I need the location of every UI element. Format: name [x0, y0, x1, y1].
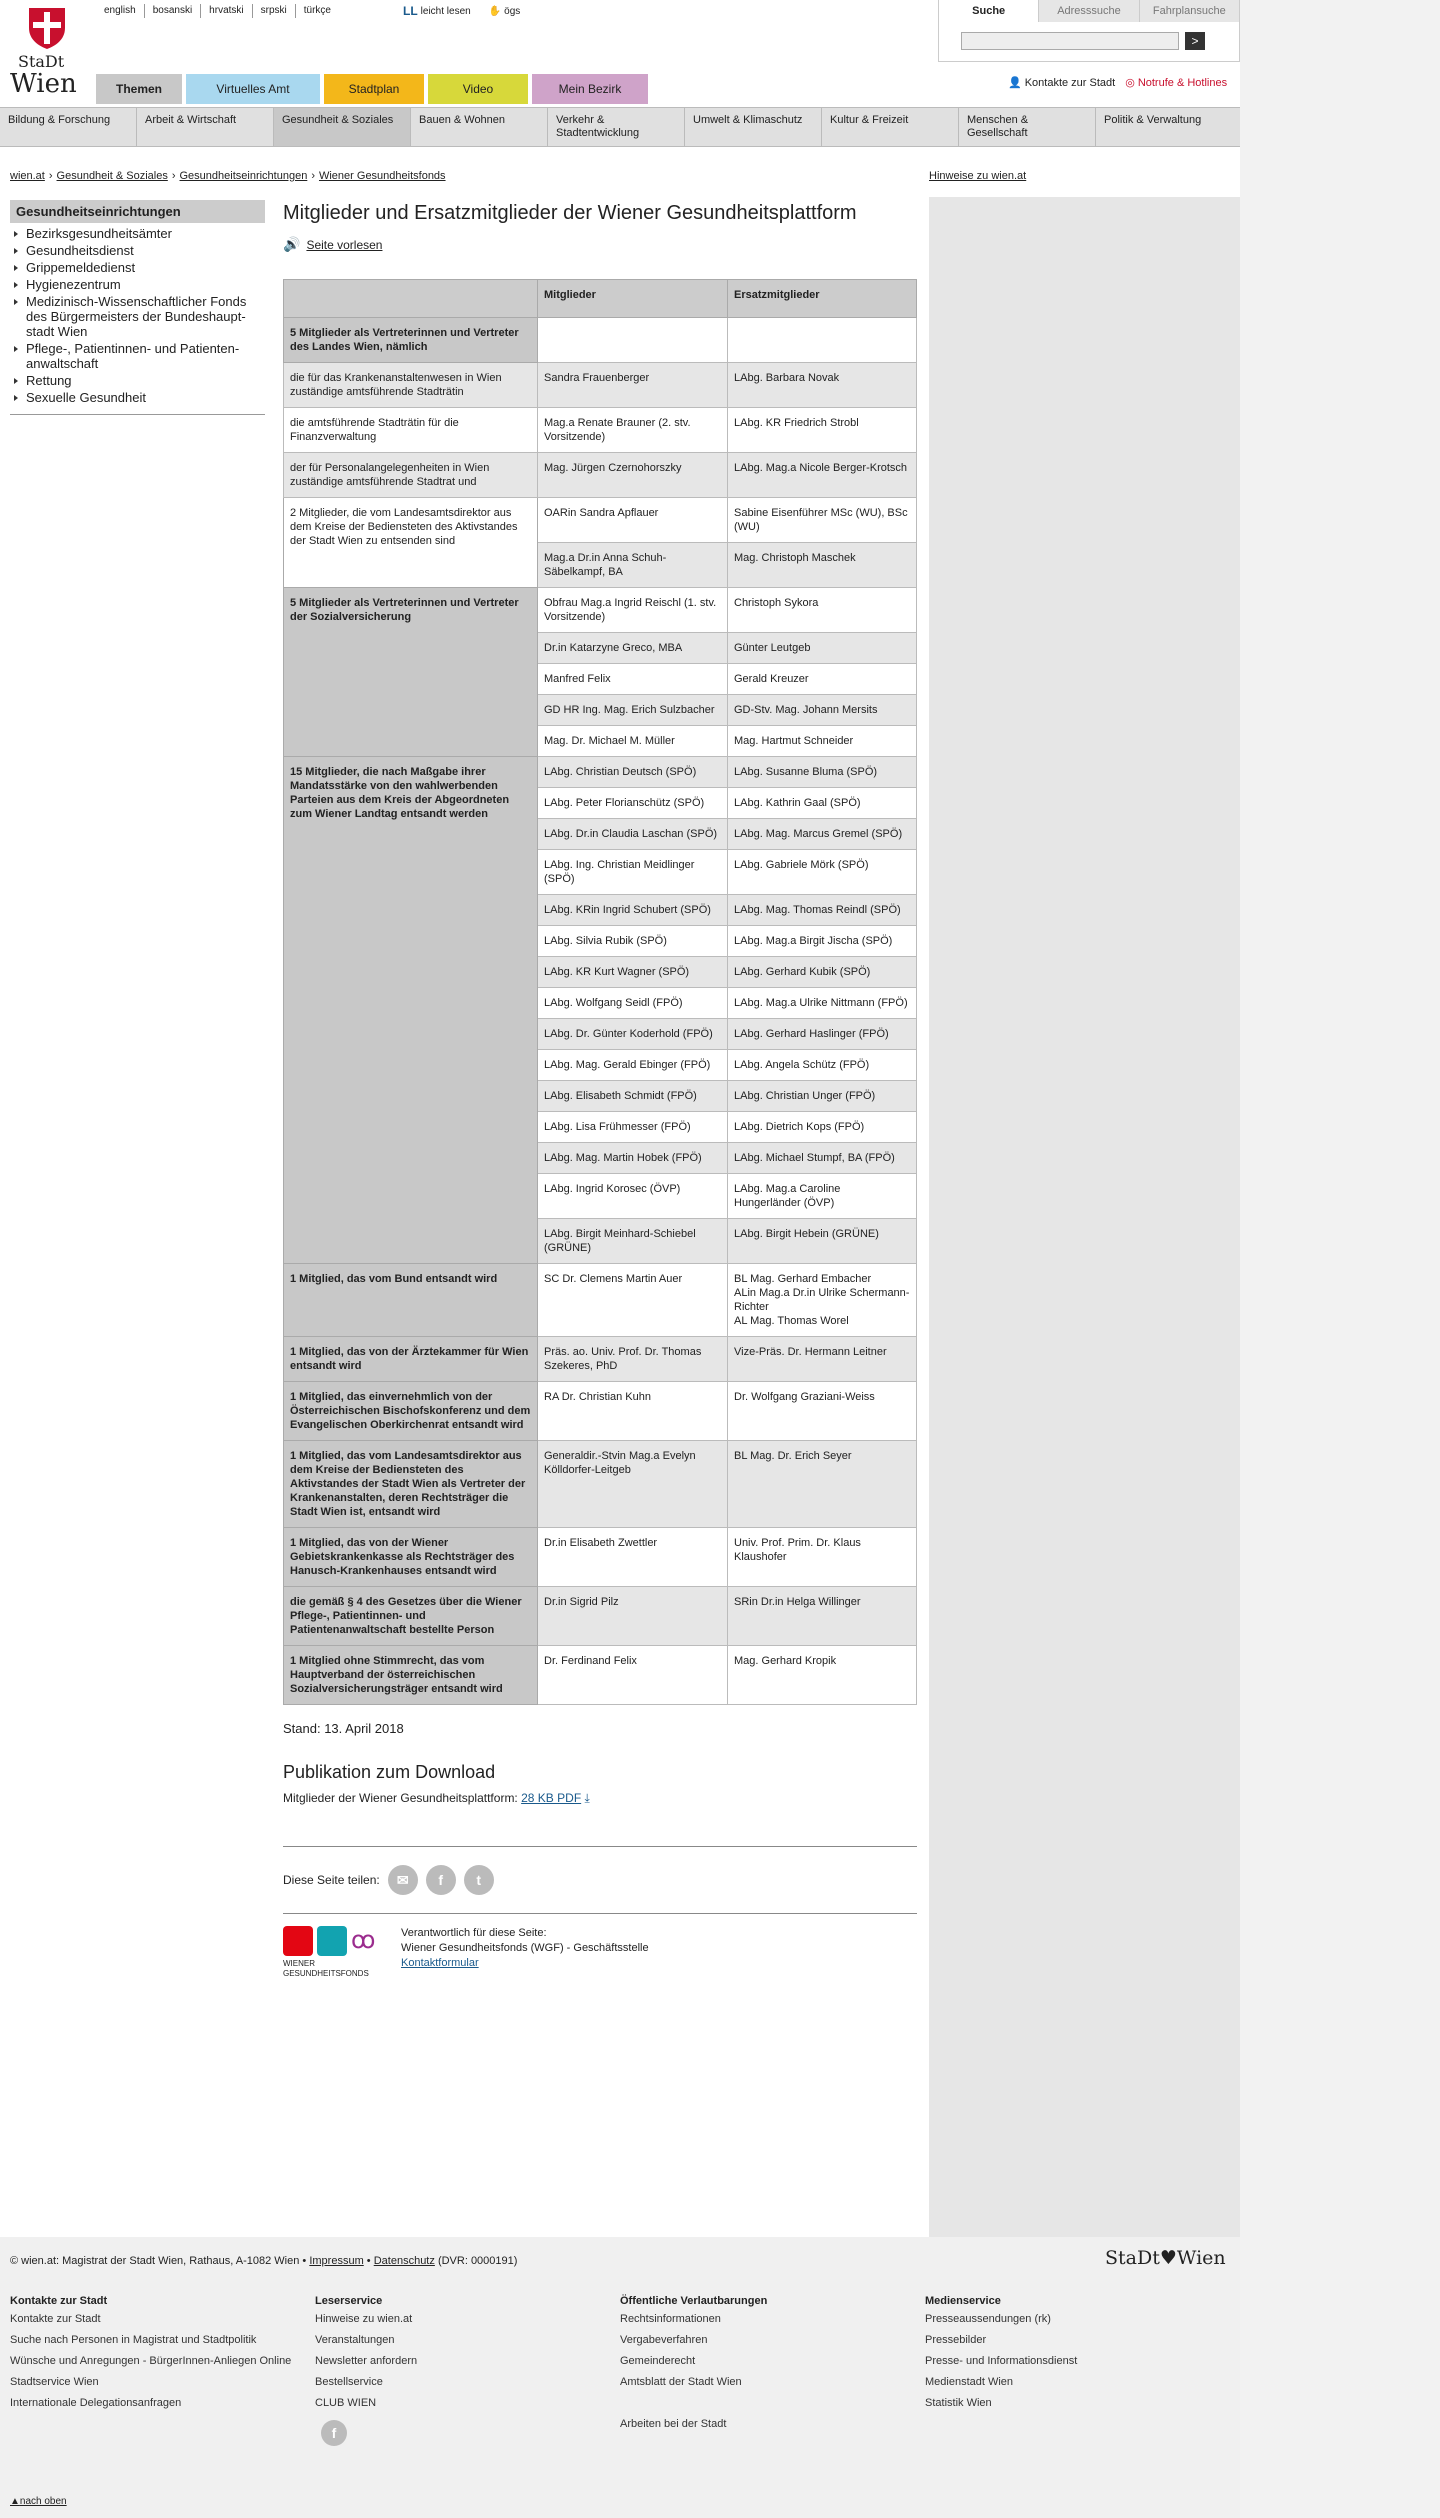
table-row	[284, 1587, 917, 1646]
substitute-cell: Mag. Gerhard Kropik	[728, 1646, 917, 1705]
substitute-cell: LAbg. Angela Schütz (FPÖ)	[728, 1050, 917, 1081]
substitute-cell: Mag. Hartmut Schneider	[728, 726, 917, 757]
footer-separator: •	[366, 2255, 371, 2267]
substitute-cell	[728, 318, 917, 363]
wgf-logo	[283, 1926, 387, 1979]
substitute-cell: LAbg. Birgit Hebein (GRÜNE)	[728, 1219, 917, 1264]
responsible-org: Wiener Gesundheitsfonds (WGF) - Geschäftsstelle	[401, 1942, 649, 1954]
substitute-cell: GD-Stv. Mag. Johann Mersits	[728, 695, 917, 726]
member-cell: Generaldir.-Stvin Mag.a Evelyn Kölldorfer-Leitgeb	[538, 1441, 728, 1528]
group-label-cell: 1 Mitglied, das einvernehmlich von der Österreichischen Bischofskonferenz und dem Evangelischen Oberkirchenrat entsandt wird	[284, 1382, 538, 1441]
member-cell: LAbg. KR Kurt Wagner (SPÖ)	[538, 957, 728, 988]
member-cell: LAbg. Ingrid Korosec (ÖVP)	[538, 1174, 728, 1219]
member-cell: LAbg. Birgit Meinhard-Schiebel (GRÜNE)	[538, 1219, 728, 1264]
nach-oben-label: nach oben	[19, 2496, 67, 2507]
responsible-title: Verantwortlich für diese Seite:	[401, 1927, 547, 1939]
category-bar	[0, 107, 1240, 147]
lang-english[interactable]: english	[96, 4, 145, 18]
footer-link[interactable]: Medienstadt Wien	[925, 2376, 1014, 2388]
substitute-cell: LAbg. Kathrin Gaal (SPÖ)	[728, 788, 917, 819]
search-tabs	[939, 0, 1239, 22]
member-cell: Mag. Dr. Michael M. Müller	[538, 726, 728, 757]
cat-bildung[interactable]: Bildung & Forschung	[0, 108, 137, 146]
group-label-cell: der für Personalangelegenheiten in Wien zuständige amtsführende Stadtrat und	[284, 453, 538, 498]
substitute-cell: BL Mag. Dr. Erich Seyer	[728, 1441, 917, 1528]
footer-logo[interactable]: StaDt♥Wien	[1105, 2247, 1226, 2269]
crumb-sep-icon: ›	[48, 170, 53, 182]
member-cell: Dr.in Katarzyne Greco, MBA	[538, 633, 728, 664]
tab-themen[interactable]: Themen	[96, 74, 182, 104]
footer-link[interactable]: Rechtsinformationen	[620, 2313, 721, 2325]
wien-shield-icon	[27, 6, 67, 50]
substitute-cell: Gerald Kreuzer	[728, 664, 917, 695]
substitute-cell: LAbg. Gerhard Haslinger (FPÖ)	[728, 1019, 917, 1050]
group-label-cell: 1 Mitglied ohne Stimmrecht, das vom Hauptverband der österreichischen Sozialversicherungsträger entsandt wird	[284, 1646, 538, 1705]
table-row	[284, 363, 917, 408]
cat-politik[interactable]: Politik & Verwaltung	[1104, 114, 1202, 126]
nach-oben-link[interactable]	[10, 2496, 67, 2507]
footer-col-title: Kontakte zur Stadt	[10, 2295, 108, 2307]
crumb-sep-icon: ›	[171, 170, 176, 182]
member-cell: LAbg. Lisa Frühmesser (FPÖ)	[538, 1112, 728, 1143]
sidebar-item[interactable]: Rettung	[10, 372, 265, 389]
members-table	[283, 279, 917, 1705]
crumb-einrichtungen[interactable]: Gesundheitseinrichtungen	[179, 170, 308, 182]
substitute-cell: LAbg. Mag.a Caroline Hungerländer (ÖVP)	[728, 1174, 917, 1219]
header-ersatzmitglieder: Ersatzmitglieder	[728, 280, 917, 318]
sidebar-list	[10, 223, 265, 415]
crumb-wien[interactable]: wien.at	[10, 170, 45, 182]
substitute-cell: Mag. Christoph Maschek	[728, 543, 917, 588]
cat-kultur[interactable]: Kultur & Freizeit	[822, 108, 959, 146]
crumb-gesundheitsfonds[interactable]: Wiener Gesundheitsfonds	[318, 170, 446, 182]
member-cell: LAbg. KRin Ingrid Schubert (SPÖ)	[538, 895, 728, 926]
footer-link[interactable]: Vergabeverfahren	[620, 2334, 708, 2346]
wgf-red-square-icon	[283, 1926, 313, 1956]
member-cell: Obfrau Mag.a Ingrid Reischl (1. stv. Vorsitzende)	[538, 588, 728, 633]
group-label-cell: die gemäß § 4 des Gesetzes über die Wiener Pflege-, Patientinnen- und Patientenanwaltschaft bestellte Person	[284, 1587, 538, 1646]
sidebar-item[interactable]: Grippemeldedienst	[10, 259, 265, 276]
contact-label: Kontakte zur Stadt	[1024, 76, 1116, 89]
publication-label: Mitglieder der Wiener Gesundheitsplattform:	[283, 1791, 518, 1805]
responsible-text	[401, 1926, 649, 1979]
main-content	[283, 200, 917, 1979]
lang-srpski[interactable]: srpski	[253, 4, 296, 18]
footer-dvr: (DVR: 0000191)	[437, 2255, 518, 2267]
site-header	[0, 0, 1240, 148]
footer-facebook-icon[interactable]: f	[321, 2420, 347, 2446]
footer-link[interactable]: CLUB WIEN	[315, 2397, 377, 2409]
wgf-logo-text: WIENER GESUNDHEITSFONDS	[283, 1959, 369, 1978]
table-row	[284, 408, 917, 453]
publication	[283, 1762, 917, 1806]
group-label-cell: 1 Mitglied, das von der Ärztekammer für Wien entsandt wird	[284, 1337, 538, 1382]
substitute-cell: LAbg. Mag.a Birgit Jischa (SPÖ)	[728, 926, 917, 957]
sidebar	[10, 200, 265, 415]
cat-bauen[interactable]: Bauen & Wohnen	[411, 108, 548, 146]
oegs-label: ögs	[504, 5, 521, 17]
table-row	[284, 1441, 917, 1528]
cat-arbeit[interactable]: Arbeit & Wirtschaft	[137, 108, 274, 146]
group-label-cell: 5 Mitglieder als Vertreterinnen und Vertreter des Landes Wien, nämlich	[284, 318, 538, 363]
group-label-cell: 2 Mitglieder, die vom Landesamtsdirektor aus dem Kreise der Bediensteten des Aktivstandes der Stadt Wien zu entsenden sind	[284, 498, 538, 588]
group-label-cell: die amtsführende Stadträtin für die Finanzverwaltung	[284, 408, 538, 453]
member-cell: SC Dr. Clemens Martin Auer	[538, 1264, 728, 1337]
footer-col-title: Öffentliche Verlautbarungen	[620, 2295, 768, 2307]
substitute-cell: LAbg. Mag. Marcus Gremel (SPÖ)	[728, 819, 917, 850]
substitute-cell: LAbg. Michael Stumpf, BA (FPÖ)	[728, 1143, 917, 1174]
substitute-cell: Sabine Eisenführer MSc (WU), BSc (WU)	[728, 498, 917, 543]
stadt-wien-logo[interactable]	[10, 6, 90, 104]
sidebar-title[interactable]: Gesundheitseinrichtungen	[10, 200, 265, 223]
download-icon: ⤓	[584, 1791, 590, 1805]
lifebuoy-icon: ◎	[1125, 77, 1135, 89]
member-cell: Dr. Ferdinand Felix	[538, 1646, 728, 1705]
contact-links	[1008, 76, 1227, 89]
table-row	[284, 588, 917, 633]
search-submit-button[interactable]: >	[1185, 32, 1205, 50]
ll-icon: LL	[403, 4, 418, 18]
header-empty	[284, 280, 538, 318]
table-row	[284, 757, 917, 788]
stand-date: Stand: 13. April 2018	[283, 1721, 404, 1736]
vorlesen-label: Seite vorlesen	[306, 237, 383, 252]
vorlesen-link[interactable]	[283, 236, 917, 253]
footer-col-leserservice	[315, 2294, 620, 2453]
tab-fahrplansuche[interactable]: Fahrplansuche	[1139, 0, 1239, 22]
table-header-row	[284, 280, 917, 318]
footer-link[interactable]: Arbeiten bei der Stadt	[620, 2418, 727, 2430]
member-cell: Sandra Frauenberger	[538, 363, 728, 408]
footer-legal	[10, 2255, 517, 2267]
group-label-cell: 1 Mitglied, das vom Bund entsandt wird	[284, 1264, 538, 1337]
substitute-cell: LAbg. Barbara Novak	[728, 363, 917, 408]
member-cell: LAbg. Peter Florianschütz (SPÖ)	[538, 788, 728, 819]
substitute-cell: BL Mag. Gerhard Embacher ALin Mag.a Dr.in Ulrike Schermann-Richter AL Mag. Thomas Worel	[728, 1264, 917, 1337]
contact-link[interactable]	[1008, 76, 1115, 89]
datenschutz-link[interactable]: Datenschutz	[373, 2255, 435, 2267]
member-cell: LAbg. Silvia Rubik (SPÖ)	[538, 926, 728, 957]
crumb-gesundheit[interactable]: Gesundheit & Soziales	[56, 170, 168, 182]
member-cell: LAbg. Wolfgang Seidl (FPÖ)	[538, 988, 728, 1019]
substitute-cell: Günter Leutgeb	[728, 633, 917, 664]
page-title: Mitglieder und Ersatzmitglieder der Wiener Gesundheitsplattform	[283, 202, 857, 224]
footer-col-medienservice	[925, 2294, 1230, 2453]
crumb-sep-icon: ›	[311, 170, 315, 182]
group-label-cell: 15 Mitglieder, die nach Maßgabe ihrer Mandatsstärke von den wahlwerbenden Parteien aus dem Kreis der Abgeordneten zum Wiener Landtag entsandt werden	[284, 757, 538, 1264]
publication-title: Publikation zum Download	[283, 1762, 496, 1782]
tab-adresssuche[interactable]: Adresssuche	[1038, 0, 1138, 22]
kontaktformular-link[interactable]: Kontaktformular	[401, 1957, 479, 1969]
sidebar-item[interactable]: Hygienezentrum	[10, 276, 265, 293]
substitute-cell: LAbg. Mag. Thomas Reindl (SPÖ)	[728, 895, 917, 926]
member-cell: Mag.a Dr.in Anna Schuh-Säbelkampf, BA	[538, 543, 728, 588]
mail-icon[interactable]: ✉	[388, 1865, 418, 1895]
footer-spacer	[620, 2396, 925, 2410]
member-cell: LAbg. Elisabeth Schmidt (FPÖ)	[538, 1081, 728, 1112]
footer-link[interactable]: Gemeinderecht	[620, 2355, 696, 2367]
breadcrumb	[10, 170, 446, 182]
substitute-cell: Dr. Wolfgang Graziani-Weiss	[728, 1382, 917, 1441]
speaker-icon: 🔊	[283, 236, 301, 252]
substitute-cell: LAbg. Dietrich Kops (FPÖ)	[728, 1112, 917, 1143]
footer-link[interactable]: Hinweise zu wien.at	[315, 2313, 413, 2325]
member-cell: LAbg. Mag. Martin Hobek (FPÖ)	[538, 1143, 728, 1174]
table-row	[284, 1264, 917, 1337]
group-label-cell: 1 Mitglied, das vom Landesamtsdirektor aus dem Kreise der Bediensteten des Aktivstandes der Stadt Wien als Vertreter der Krankenanstalten, deren Rechtsträger die Stadt Wien ist, entsandt wird	[284, 1441, 538, 1528]
footer-link[interactable]: Presse- und Informationsdienst	[925, 2355, 1078, 2367]
share-bar	[283, 1846, 917, 1895]
tab-stadtplan[interactable]: Stadtplan	[324, 74, 424, 104]
substitute-cell: LAbg. Susanne Bluma (SPÖ)	[728, 757, 917, 788]
member-cell: OARin Sandra Apflauer	[538, 498, 728, 543]
lang-bosanski[interactable]: bosanski	[145, 4, 201, 18]
wgf-figure-icon: ꝏ	[351, 1927, 376, 1954]
group-label-cell: 5 Mitglieder als Vertreterinnen und Vertreter der Sozialversicherung	[284, 588, 538, 757]
footer-link[interactable]: Statistik Wien	[925, 2397, 992, 2409]
responsible-box	[283, 1913, 917, 1979]
impressum-link[interactable]: Impressum	[309, 2255, 364, 2267]
search-input[interactable]	[961, 32, 1179, 50]
substitute-cell: Christoph Sykora	[728, 588, 917, 633]
footer-col-kontakte	[10, 2294, 315, 2453]
header-mitglieder: Mitglieder	[538, 280, 728, 318]
member-cell: Mag. Jürgen Czernohorszky	[538, 453, 728, 498]
substitute-cell: Univ. Prof. Prim. Dr. Klaus Klaushofer	[728, 1528, 917, 1587]
leicht-lesen-link[interactable]	[403, 4, 471, 18]
tab-video[interactable]: Video	[428, 74, 528, 104]
table-row	[284, 498, 917, 543]
accessibility-links	[403, 4, 520, 18]
group-label-cell: die für das Krankenanstaltenwesen in Wien zuständige amtsführende Stadträtin	[284, 363, 538, 408]
cat-verkehr[interactable]: Verkehr & Stadtentwicklung	[548, 108, 685, 146]
member-cell: GD HR Ing. Mag. Erich Sulzbacher	[538, 695, 728, 726]
table-row	[284, 318, 917, 363]
lang-turkce[interactable]: türkçe	[303, 5, 331, 16]
footer-col-title: Leserservice	[315, 2295, 383, 2307]
hand-icon: ✋	[488, 5, 502, 17]
main-tabs	[96, 74, 648, 104]
member-cell: RA Dr. Christian Kuhn	[538, 1382, 728, 1441]
search-box	[938, 0, 1240, 62]
footer-link[interactable]: Stadtservice Wien	[10, 2376, 99, 2388]
footer-link[interactable]: Presseaussendungen (rk)	[925, 2313, 1051, 2325]
table-row	[284, 1382, 917, 1441]
footer-copyright: © wien.at: Magistrat der Stadt Wien, Rathaus, A-1082 Wien •	[10, 2255, 307, 2267]
tab-virtuelles-amt[interactable]: Virtuelles Amt	[186, 74, 320, 104]
oegs-link[interactable]	[489, 4, 521, 18]
substitute-cell: LAbg. Mag.a Ulrike Nittmann (FPÖ)	[728, 988, 917, 1019]
footer-link[interactable]: Internationale Delegationsanfragen	[10, 2397, 182, 2409]
substitute-cell: LAbg. Gabriele Mörk (SPÖ)	[728, 850, 917, 895]
emergency-link[interactable]	[1125, 76, 1227, 89]
member-cell: LAbg. Mag. Gerald Ebinger (FPÖ)	[538, 1050, 728, 1081]
cat-menschen[interactable]: Menschen & Gesellschaft	[959, 108, 1096, 146]
sidebar-item[interactable]: Gesundheitsdienst	[10, 242, 265, 259]
footer-link[interactable]: Newsletter anfordern	[315, 2355, 418, 2367]
person-icon: 👤	[1008, 77, 1022, 89]
member-cell: LAbg. Christian Deutsch (SPÖ)	[538, 757, 728, 788]
member-cell: Manfred Felix	[538, 664, 728, 695]
right-column	[929, 197, 1240, 2237]
twitter-icon[interactable]: t	[464, 1865, 494, 1895]
table-row	[284, 1337, 917, 1382]
footer-col-title: Medienservice	[925, 2295, 1001, 2307]
footer-link[interactable]: Amtsblatt der Stadt Wien	[620, 2376, 742, 2388]
footer-columns	[10, 2294, 1230, 2453]
tab-suche[interactable]: Suche	[939, 0, 1038, 22]
footer-col-verlautbarungen	[620, 2294, 925, 2453]
member-cell: LAbg. Ing. Christian Meidlinger (SPÖ)	[538, 850, 728, 895]
sidebar-item[interactable]: Bezirksgesundheitsämter	[10, 225, 265, 242]
substitute-cell: LAbg. Mag.a Nicole Berger-Krotsch	[728, 453, 917, 498]
share-label: Diese Seite teilen:	[283, 1873, 380, 1887]
substitute-cell: SRin Dr.in Helga Willinger	[728, 1587, 917, 1646]
member-cell	[538, 318, 728, 363]
facebook-icon[interactable]: f	[426, 1865, 456, 1895]
sidebar-item[interactable]: Pflege-, Patientinnen- und Patienten-anwaltschaft	[10, 340, 265, 372]
language-links	[96, 4, 339, 18]
leicht-lesen-label: leicht lesen	[420, 5, 471, 17]
footer-link[interactable]: Bestellservice	[315, 2376, 383, 2388]
publication-text	[283, 1791, 917, 1806]
table-row	[284, 1528, 917, 1587]
wgf-teal-square-icon	[317, 1926, 347, 1956]
footer-link[interactable]: Wünsche und Anregungen - BürgerInnen-Anliegen Online	[10, 2355, 292, 2367]
member-cell: Präs. ao. Univ. Prof. Dr. Thomas Szekeres, PhD	[538, 1337, 728, 1382]
footer-link[interactable]: Suche nach Personen in Magistrat und Stadtpolitik	[10, 2334, 257, 2346]
hinweise-link[interactable]: Hinweise zu wien.at	[929, 170, 1027, 182]
cat-umwelt[interactable]: Umwelt & Klimaschutz	[685, 108, 822, 146]
member-cell: LAbg. Dr. Günter Koderhold (FPÖ)	[538, 1019, 728, 1050]
member-cell: Dr.in Elisabeth Zwettler	[538, 1528, 728, 1587]
table-row	[284, 453, 917, 498]
pdf-download-link[interactable]: 28 KB PDF	[521, 1791, 582, 1805]
footer	[0, 2237, 1240, 2518]
cat-gesundheit[interactable]: Gesundheit & Soziales	[274, 108, 411, 146]
tab-mein-bezirk[interactable]: Mein Bezirk	[532, 74, 648, 104]
table-body	[284, 318, 917, 1705]
substitute-cell: LAbg. KR Friedrich Strobl	[728, 408, 917, 453]
member-cell: Mag.a Renate Brauner (2. stv. Vorsitzende)	[538, 408, 728, 453]
footer-link[interactable]: Veranstaltungen	[315, 2334, 395, 2346]
emergency-label: Notrufe & Hotlines	[1137, 76, 1228, 89]
arrow-up-icon: ▲	[10, 2496, 20, 2507]
footer-link[interactable]: Pressebilder	[925, 2334, 987, 2346]
substitute-cell: LAbg. Gerhard Kubik (SPÖ)	[728, 957, 917, 988]
logo-line1: StaDt	[18, 52, 65, 71]
group-label-cell: 1 Mitglied, das von der Wiener Gebietskrankenkasse als Rechtsträger des Hanusch-Krankenhauses entsandt wird	[284, 1528, 538, 1587]
member-cell: LAbg. Dr.in Claudia Laschan (SPÖ)	[538, 819, 728, 850]
logo-line2: Wien	[10, 69, 77, 99]
sidebar-item[interactable]: Medizinisch-Wissenschaftlicher Fonds des Bürgermeisters der Bundeshaupt-stadt Wien	[10, 293, 265, 340]
sidebar-item[interactable]: Sexuelle Gesundheit	[10, 389, 265, 406]
substitute-cell: LAbg. Christian Unger (FPÖ)	[728, 1081, 917, 1112]
lang-hrvatski[interactable]: hrvatski	[201, 4, 252, 18]
footer-link[interactable]: Kontakte zur Stadt	[10, 2313, 101, 2325]
substitute-cell: Vize-Präs. Dr. Hermann Leitner	[728, 1337, 917, 1382]
member-cell: Dr.in Sigrid Pilz	[538, 1587, 728, 1646]
table-row	[284, 1646, 917, 1705]
